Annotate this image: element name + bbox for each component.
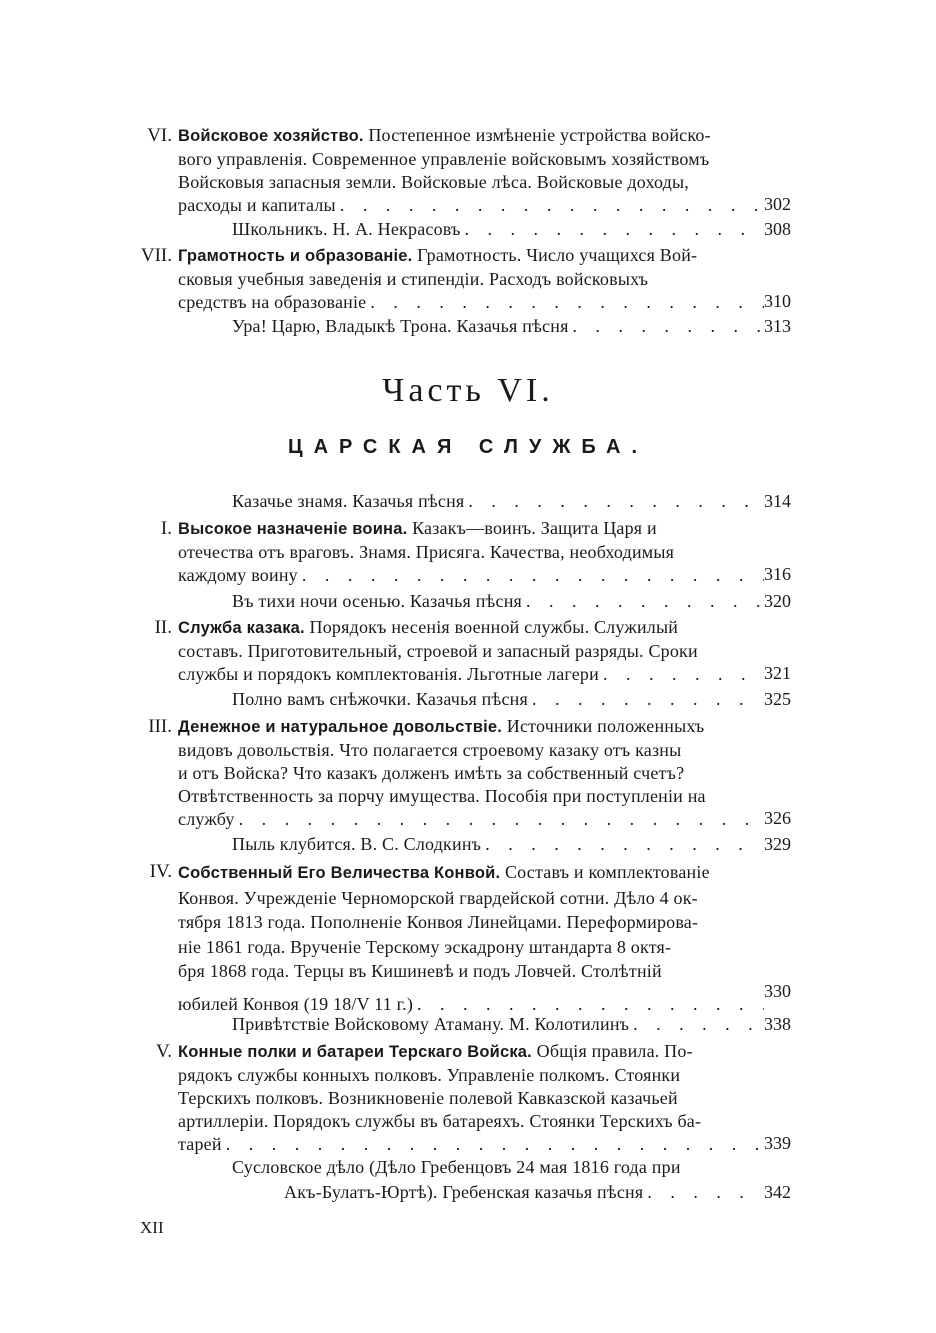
entry-line: Грамотность. Число учащихся Вой- xyxy=(412,245,698,265)
part-subtitle: ЦАРСКАЯ СЛУЖБА. xyxy=(287,436,649,458)
entry-line: тарей xyxy=(178,1134,222,1154)
chapter-title: Войсковое хозяйство. xyxy=(178,127,364,145)
subentry-title: Школьникъ. Н. А. Некрасовъ xyxy=(232,219,461,239)
chapter-number: VI. xyxy=(147,125,172,146)
subentry-line: Сусловское дѣло (Дѣло Гребенцовъ 24 мая 1816 года при xyxy=(232,1157,681,1177)
entry-line: отечества отъ враговъ. Знамя. Присяга. Качества, необходимыя xyxy=(178,542,675,562)
subentry-title: Въ тихи ночи осенью. Казачья пѣсня xyxy=(232,591,523,611)
leader-line xyxy=(232,833,760,856)
leader-line xyxy=(232,1013,760,1036)
entry-text xyxy=(178,244,764,314)
chapter-number: III. xyxy=(148,716,172,737)
entry-line: тября 1813 года. Пополненіе Конвоя Линейцами. Переформирова- xyxy=(178,912,699,932)
chapter-number: VII. xyxy=(140,245,172,266)
entry-text xyxy=(178,860,764,1016)
subentry-title: Привѣтствіе Войсковому Атаману. М. Колотилинъ xyxy=(232,1014,630,1034)
chapter-number: V. xyxy=(155,1041,172,1062)
chapter-number: II. xyxy=(154,617,172,638)
leader-line xyxy=(178,194,764,217)
entry-line: сковыя учебныя заведенія и стипендіи. Расходъ войсковыхъ xyxy=(178,269,649,289)
toc-entry xyxy=(136,1040,816,1158)
toc-entry xyxy=(136,124,816,219)
page-folio: XII xyxy=(140,1218,164,1237)
leader-line xyxy=(178,1133,764,1156)
page-number: 310 xyxy=(764,291,791,311)
leader-line xyxy=(232,315,760,338)
entry-line: Составъ и комплектованіе xyxy=(500,862,710,882)
page-number: 316 xyxy=(764,564,791,584)
page-number: 342 xyxy=(764,1182,791,1202)
entry-line: видовъ довольствія. Что полагается строевому казаку отъ казны xyxy=(178,740,682,760)
dot-leader xyxy=(222,1133,764,1156)
page-number: 320 xyxy=(764,591,791,611)
chapter-number: I. xyxy=(160,518,172,539)
entry-line: и отъ Войска? Что казакъ долженъ имѣть за собственный счетъ? xyxy=(178,763,685,783)
page-number: 302 xyxy=(764,194,791,214)
entry-text xyxy=(178,715,764,831)
entry-line: каждому воину xyxy=(178,565,298,585)
toc-entry xyxy=(136,715,816,833)
leader-line xyxy=(232,688,760,711)
entry-line: Конвоя. Учрежденіе Черноморской гвардейской сотни. Дѣло 4 ок- xyxy=(178,887,698,908)
dot-leader xyxy=(643,1181,760,1204)
chapter-title: Грамотность и образованіе. xyxy=(178,247,413,265)
entry-line: вого управленія. Современное управленіе войсковымъ хозяйствомъ xyxy=(178,149,710,169)
leader-line xyxy=(178,564,764,587)
entry-line: Войсковыя запасныя земли. Войсковые лѣса. Войсковые доходы, xyxy=(178,172,690,192)
dot-leader xyxy=(235,808,764,831)
page-number: 321 xyxy=(764,663,791,683)
leader-line xyxy=(284,1181,760,1204)
toc-entry xyxy=(136,616,816,688)
page-number: 314 xyxy=(764,491,791,511)
leader-line xyxy=(178,291,764,314)
entry-line: Источники положенныхъ xyxy=(502,716,705,736)
page-number: 329 xyxy=(764,834,791,854)
toc-entry xyxy=(136,517,816,589)
leader-line xyxy=(232,490,760,513)
entry-text xyxy=(178,124,764,217)
leader-line xyxy=(178,808,764,831)
entry-text xyxy=(178,616,764,686)
entry-line: Постепенное измѣненіе устройства войско- xyxy=(363,125,711,145)
leader-line xyxy=(232,590,760,613)
dot-leader xyxy=(528,688,760,711)
toc-entry xyxy=(136,860,816,1014)
dot-leader xyxy=(569,315,760,338)
page-number: 338 xyxy=(764,1014,791,1034)
entry-line: рядокъ службы конныхъ полковъ. Управленіе полкомъ. Стоянки xyxy=(178,1065,681,1085)
part-title: Часть VI. xyxy=(382,372,554,409)
dot-leader xyxy=(366,291,764,314)
page-number: 326 xyxy=(764,808,791,828)
entry-line: службу xyxy=(178,809,235,829)
entry-line: Терскихъ полковъ. Возникновеніе полевой Кавказской казачьей xyxy=(178,1088,678,1108)
entry-line: бря 1868 года. Терцы въ Кишиневѣ и подъ Ловчей. Столѣтній xyxy=(178,961,662,981)
subentry-title: Полно вамъ снѣжочки. Казачья пѣсня xyxy=(232,689,528,709)
subentry-title: Акъ-Булатъ-Юртѣ). Гребенская казачья пѣсня xyxy=(284,1182,644,1202)
page-number: 339 xyxy=(764,1133,791,1153)
dot-leader xyxy=(336,194,764,217)
entry-line: службы и порядокъ комплектованія. Льготные лагери xyxy=(178,664,599,684)
entry-line: составъ. Приготовительный, строевой и запасный разряды. Сроки xyxy=(178,641,698,661)
chapter-title: Высокое назначеніе воина. xyxy=(178,520,408,538)
entry-text xyxy=(178,517,764,587)
page-number: 325 xyxy=(764,689,791,709)
entry-line: средствъ на образованіе xyxy=(178,292,367,312)
entry-text xyxy=(178,1040,764,1156)
dot-leader xyxy=(481,833,760,856)
dot-leader xyxy=(629,1013,760,1036)
dot-leader xyxy=(522,590,760,613)
dot-leader xyxy=(461,218,760,241)
chapter-title: Конные полки и батареи Терскаго Войска. xyxy=(178,1043,532,1061)
entry-line: Общія правила. По- xyxy=(531,1041,693,1061)
entry-line: юбилей Конвоя (19 18/V 11 г.) xyxy=(178,993,414,1014)
entry-line: ніе 1861 года. Врученіе Терскому эскадрону штандарта 8 октя- xyxy=(178,936,672,957)
page-number: 313 xyxy=(764,316,791,336)
leader-line xyxy=(178,663,764,686)
entry-line: Отвѣтственность за порчу имущества. Пособія при поступленіи на xyxy=(178,786,706,806)
entry-line: расходы и капиталы xyxy=(178,195,336,215)
page-number: 308 xyxy=(764,219,791,239)
chapter-title: Собственный Его Величества Конвой. xyxy=(178,864,501,882)
dot-leader xyxy=(464,490,760,513)
leader-line xyxy=(232,218,760,241)
chapter-title: Денежное и натуральное довольствіе. xyxy=(178,718,503,736)
entry-line: Порядокъ несенія военной службы. Служилый xyxy=(304,617,679,637)
dot-leader xyxy=(298,564,764,587)
subentry-title: Ура! Царю, Владыкѣ Трона. Казачья пѣсня xyxy=(232,316,569,336)
dot-leader xyxy=(599,663,764,686)
chapter-number: IV. xyxy=(149,861,172,882)
toc-entry xyxy=(136,244,816,316)
entry-line: артиллеріи. Порядокъ службы въ батареяхъ. Стоянки Терскихъ ба- xyxy=(178,1111,702,1131)
page-number: 330 xyxy=(764,981,791,1001)
subentry-title: Пыль клубится. В. С. Слодкинъ xyxy=(232,834,482,854)
entry-line: Казакъ—воинъ. Защита Царя и xyxy=(407,518,657,538)
chapter-title: Служба казака. xyxy=(178,619,305,637)
subentry-title: Казачье знамя. Казачья пѣсня xyxy=(232,491,465,511)
